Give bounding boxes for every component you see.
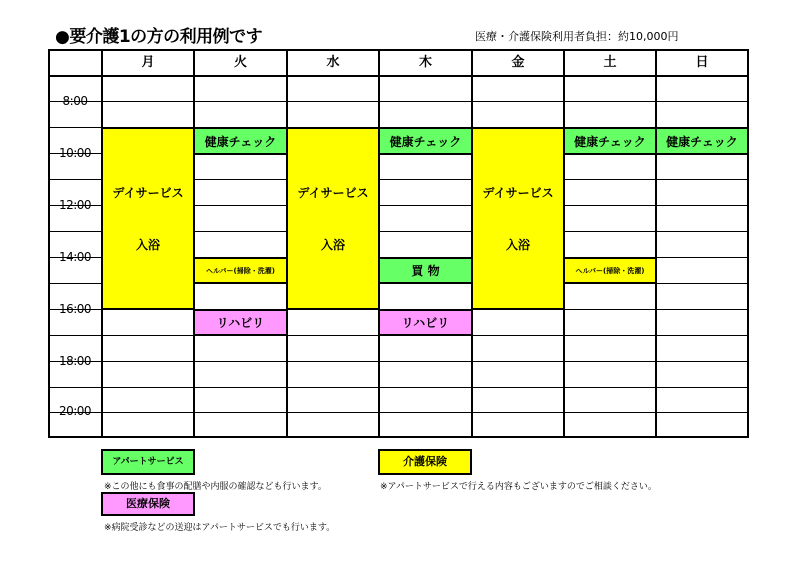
time-label: 10:00: [58, 146, 92, 160]
dayservice-block-wed: [286, 127, 380, 310]
health-check-label: 健康チェック: [666, 135, 738, 149]
helper-label: ヘルパー(掃除・洗濯): [206, 267, 275, 275]
day-header-mon: 月: [141, 55, 155, 70]
bath-label: 入浴: [505, 238, 530, 252]
grid-line: [48, 412, 749, 413]
legend-medical-insurance: 医療保険: [101, 492, 195, 516]
dayservice-block-mon: [101, 127, 195, 310]
grid-line: [48, 387, 749, 388]
time-label: 20:00: [58, 404, 92, 418]
helper-label: ヘルパー(掃除・洗濯): [575, 267, 645, 275]
bath-label: 入浴: [135, 238, 160, 252]
legend-apartment-note: ※この他にも食事の配膳や内服の確認なども行います。: [104, 482, 327, 492]
time-label: 8:00: [62, 94, 88, 108]
legend-apartment-service: アパートサービス: [101, 449, 195, 475]
legend-care-note: ※アパートサービスで行える内容もございますのでご相談ください。: [380, 482, 657, 492]
health-check-label: 健康チェック: [574, 135, 646, 149]
day-header-sat: 土: [603, 55, 617, 70]
day-header-tue: 火: [233, 55, 247, 70]
health-check-label: 健康チェック: [389, 135, 462, 149]
rehab-label: リハビリ: [401, 316, 450, 330]
grid-line: [747, 50, 749, 438]
time-label: 14:00: [58, 250, 92, 264]
health-check-label: 健康チェック: [204, 135, 277, 149]
shopping-label: 買 物: [411, 264, 440, 278]
day-header-wed: 水: [326, 55, 340, 70]
rehab-label: リハビリ: [216, 316, 265, 330]
bath-label: 入浴: [320, 238, 345, 252]
grid-line: [48, 436, 749, 438]
day-header-fri: 金: [511, 55, 525, 70]
dayservice-label: デイサービス: [112, 186, 184, 200]
time-label: 12:00: [58, 198, 92, 212]
day-header-thu: 木: [418, 55, 432, 70]
cost-note: 医療・介護保険利用者負担：約10,000円: [475, 30, 679, 43]
page-title: ●要介護1の方の利用例です: [55, 27, 263, 47]
dayservice-label: デイサービス: [482, 186, 554, 200]
legend-care-insurance: 介護保険: [378, 449, 472, 475]
grid-line: [48, 101, 749, 102]
legend-medical-note: ※病院受診などの送迎はアパートサービスでも行います。: [104, 523, 336, 533]
dayservice-block-fri: [471, 127, 565, 310]
grid-line: [655, 50, 657, 438]
dayservice-label: デイサービス: [297, 186, 369, 200]
grid-line: [48, 50, 50, 438]
grid-line: [48, 75, 749, 77]
time-label: 16:00: [58, 302, 92, 316]
day-header-sun: 日: [695, 55, 709, 70]
time-label: 18:00: [58, 354, 92, 368]
grid-line: [48, 361, 749, 362]
